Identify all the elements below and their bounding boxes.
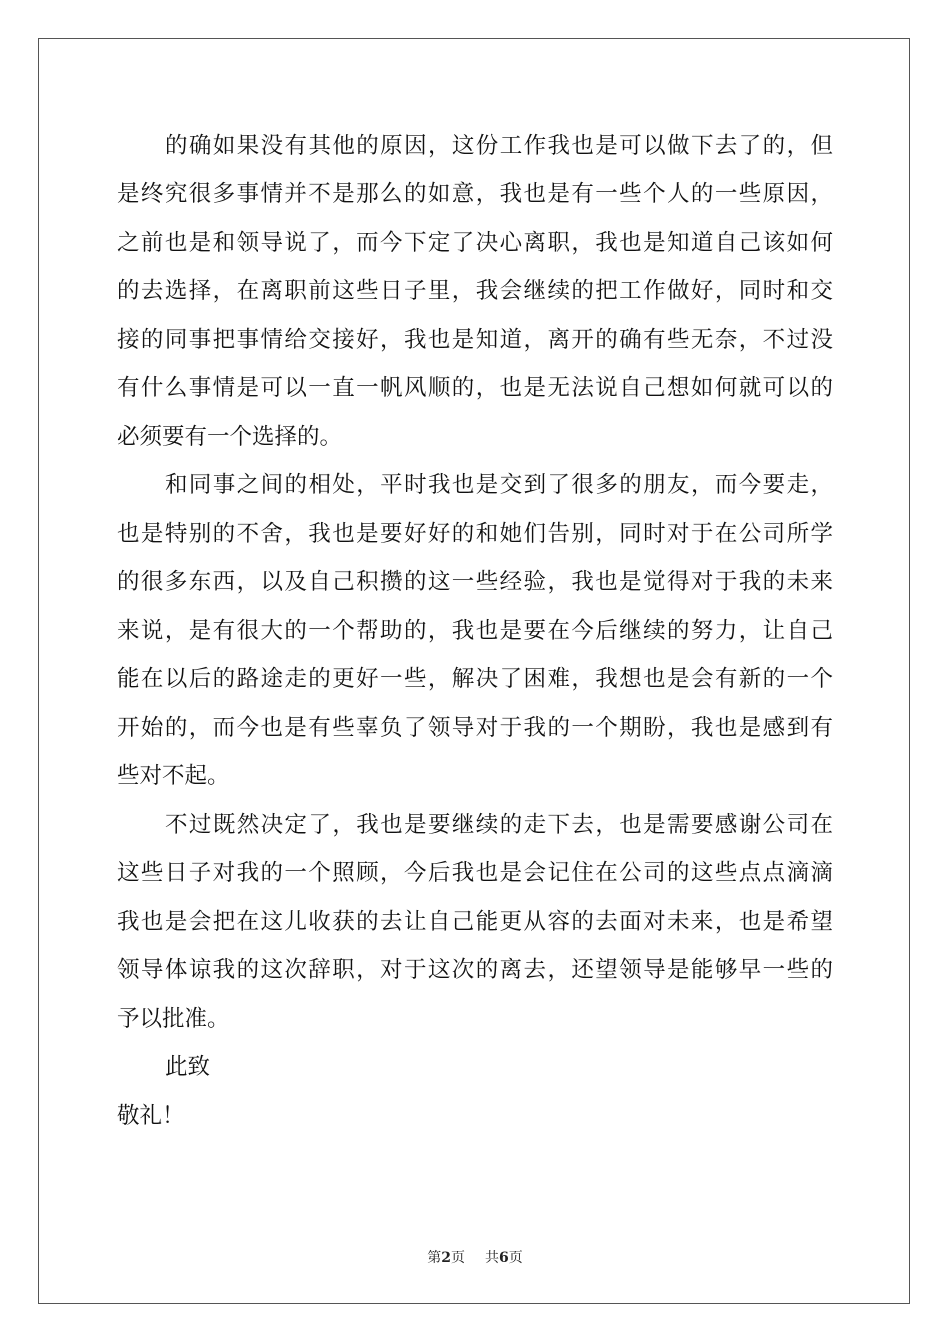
paragraph-1-line-6: 有什么事情是可以一直一帆风顺的，也是无法说自己想如何就可以的 xyxy=(117,375,833,401)
paragraph-2-line-6: 开始的，而今也是有些辜负了领导对于我的一个期盼，我也是感到有 xyxy=(117,715,833,741)
paragraph-3-line-2: 这些日子对我的一个照顾，今后我也是会记住在公司的这些点点滴滴 xyxy=(117,860,833,886)
paragraph-3-line-1: 不过既然决定了，我也是要继续的走下去，也是需要感谢公司在 xyxy=(165,812,833,838)
closing-salutation: 此致 xyxy=(165,1054,211,1080)
paragraph-3-line-3: 我也是会把在这儿收获的去让自己能更从容的去面对未来，也是希望 xyxy=(117,909,833,935)
paragraph-2-line-7: 些对不起。 xyxy=(117,763,230,789)
page-total: 共6页 xyxy=(485,1250,523,1266)
paragraph-2-line-2: 也是特别的不舍，我也是要好好的和她们告别，同时对于在公司所学 xyxy=(117,521,833,547)
closing-regards: 敬礼！ xyxy=(117,1103,185,1129)
paragraph-1-line-7: 必须要有一个选择的。 xyxy=(117,424,343,450)
page-footer xyxy=(0,1247,950,1267)
paragraph-1-line-4: 的去选择，在离职前这些日子里，我会继续的把工作做好，同时和交 xyxy=(117,278,833,304)
paragraph-1-line-5: 接的同事把事情给交接好，我也是知道，离开的确有些无奈，不过没 xyxy=(117,327,833,353)
paragraph-2-line-1: 和同事之间的相处，平时我也是交到了很多的朋友，而今要走， xyxy=(165,472,833,498)
page-number: 第2页 xyxy=(427,1250,465,1266)
paragraph-2-line-3: 的很多东西，以及自己积攒的这一些经验，我也是觉得对于我的未来 xyxy=(117,569,833,595)
paragraph-1-line-1: 的确如果没有其他的原因，这份工作我也是可以做下去了的，但 xyxy=(165,133,833,159)
paragraph-3-line-4: 领导体谅我的这次辞职，对于这次的离去，还望领导是能够早一些的 xyxy=(117,957,833,983)
paragraph-1-line-2: 是终究很多事情并不是那么的如意，我也是有一些个人的一些原因， xyxy=(117,181,833,207)
paragraph-1-line-3: 之前也是和领导说了，而今下定了决心离职，我也是知道自己该如何 xyxy=(117,230,833,256)
paragraph-3-line-5: 予以批准。 xyxy=(117,1006,230,1032)
paragraph-2-line-5: 能在以后的路途走的更好一些，解决了困难，我想也是会有新的一个 xyxy=(117,666,833,692)
paragraph-2-line-4: 来说，是有很大的一个帮助的，我也是要在今后继续的努力，让自己 xyxy=(117,618,833,644)
